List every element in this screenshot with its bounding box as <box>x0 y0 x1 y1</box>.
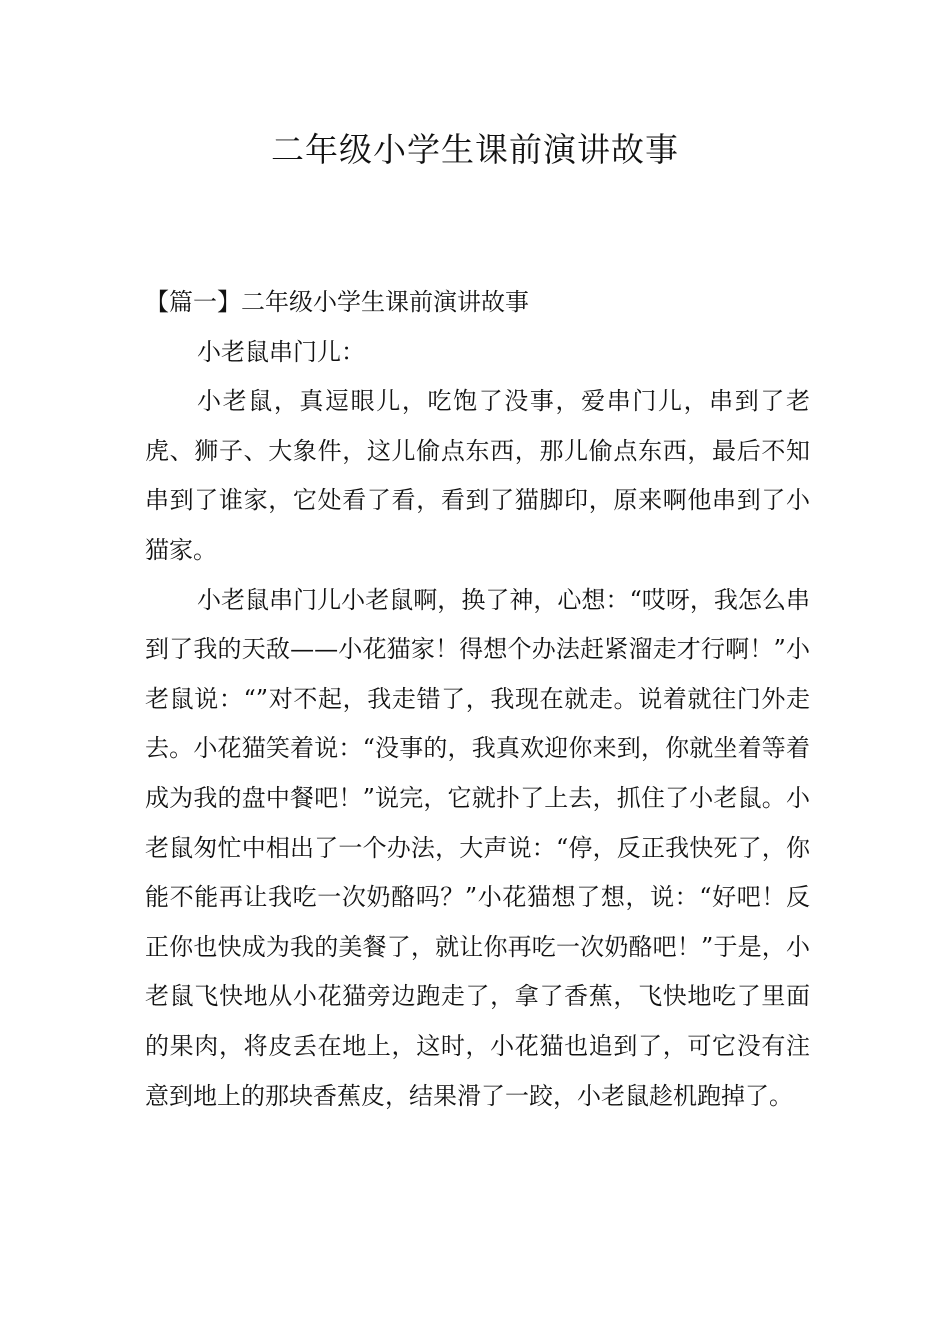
document-body <box>145 278 810 1121</box>
story-paragraph-2: 小老鼠串门儿小老鼠啊，换了神，心想：“哎呀，我怎么串到了我的天敌——小花猫家！得想个办法赶紧溜走才行啊！”小老鼠说：“”对不起，我走错了，我现在就走。说着就往门外走去。小花猫笑着说：“没事的，我真欢迎你来到，你就坐着等着成为我的盘中餐吧！”说完，它就扑了上去，抓住了小老鼠。小老鼠匆忙中相出了一个办法，大声说：“停，反正我快死了，你能不能再让我吃一次奶酪吗？”小花猫想了想，说：“好吧！反正你也快成为我的美餐了，就让你再吃一次奶酪吧！”于是，小老鼠飞快地从小花猫旁边跑走了，拿了香蕉，飞快地吃了里面的果肉，将皮丢在地上，这时，小花猫也追到了，可它没有注意到地上的那块香蕉皮，结果滑了一跤，小老鼠趁机跑掉了。 <box>145 585 810 1110</box>
document-title: 二年级小学生课前演讲故事 <box>271 130 679 169</box>
section-heading: 【篇一】二年级小学生课前演讲故事 <box>145 288 529 316</box>
story-paragraph-1: 小老鼠，真逗眼儿，吃饱了没事，爱串门儿，串到了老虎、狮子、大象件，这儿偷点东西，那儿偷点东西，最后不知串到了谁家，它处看了看，看到了猫脚印，原来啊他串到了小猫家。 <box>145 387 810 564</box>
story-title: 小老鼠串门儿： <box>197 337 365 366</box>
